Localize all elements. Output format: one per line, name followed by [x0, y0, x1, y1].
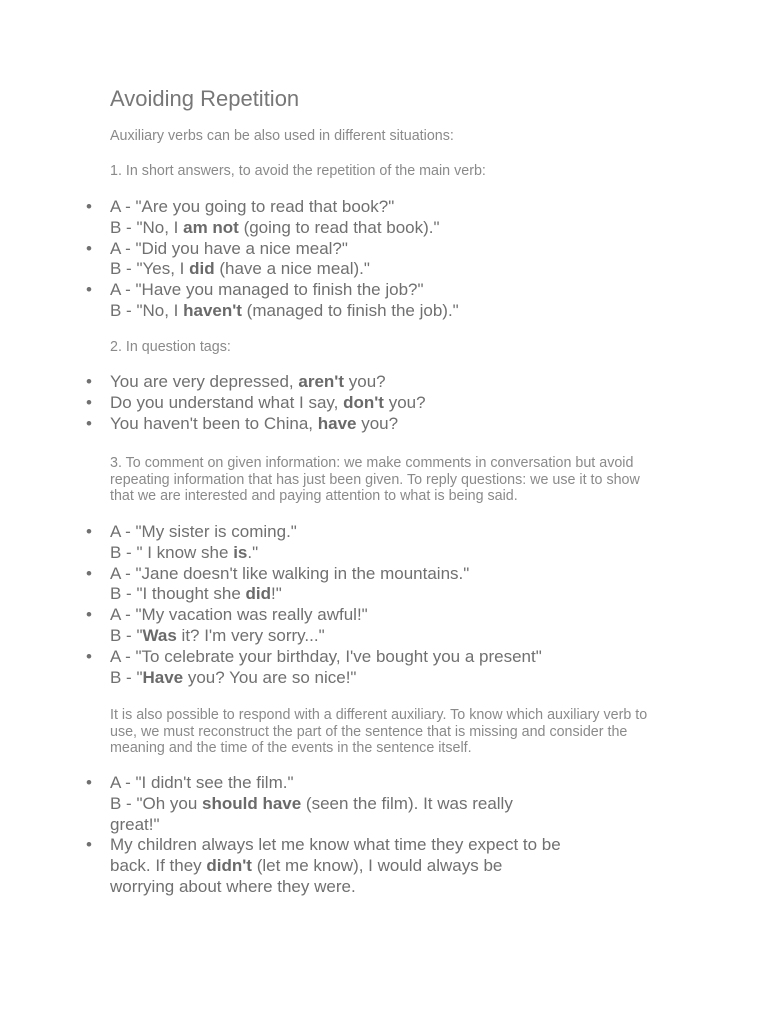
list-item: [64, 605, 542, 647]
emphasized-auxiliary: did: [245, 584, 272, 604]
list-item-line: [110, 372, 426, 393]
list-item: [64, 414, 426, 435]
list-item-line: [110, 584, 542, 605]
list-item-line: [110, 626, 542, 647]
list-item-line: [110, 259, 459, 280]
list-item-line: [110, 218, 459, 239]
emphasized-auxiliary: did: [189, 259, 215, 279]
list-item-line: [110, 815, 561, 836]
emphasized-auxiliary: haven't: [183, 300, 242, 320]
line-text: you? You are so nice!": [183, 667, 357, 687]
line-text: (managed to finish the job).": [241, 300, 459, 320]
list-item: [64, 393, 426, 414]
section-4-heading: It is also possible to respond with a different auxiliary. To know which auxiliary verb to use, we must reconstruct the part of the sentence that is missing and consider the meaning and the time of the events in the sentence itself.: [110, 707, 648, 756]
emphasized-auxiliary: am not: [183, 217, 239, 237]
emphasized-auxiliary: didn't: [206, 856, 252, 876]
line-text: worrying about where they were.: [110, 876, 356, 896]
line-text: !": [271, 584, 282, 604]
intro-text: Auxiliary verbs can be also used in different situations:: [110, 128, 454, 144]
line-text: .": [247, 542, 259, 562]
line-text: (have a nice meal).": [214, 259, 370, 279]
list-item-line: [110, 301, 459, 322]
list-item: [64, 647, 542, 689]
emphasized-auxiliary: is: [233, 542, 248, 562]
line-text: A - "Did you have a nice meal?": [110, 238, 348, 258]
section-2-list: [64, 372, 426, 434]
list-item: [64, 372, 426, 393]
emphasized-auxiliary: don't: [343, 392, 384, 412]
line-text: You haven't been to China,: [110, 413, 318, 433]
list-item-line: [110, 543, 542, 564]
line-text: B - "Oh you: [110, 793, 203, 813]
list-item-line: [110, 877, 561, 898]
list-item-line: [110, 773, 561, 794]
line-text: A - "I didn't see the film.": [110, 773, 294, 792]
list-item-line: [110, 668, 542, 689]
line-text: you?: [356, 413, 399, 433]
list-item-line: [110, 197, 459, 218]
line-text: My children always let me know what time they expect to be: [110, 835, 561, 855]
list-item-line: [110, 835, 561, 856]
list-item-line: [110, 393, 426, 414]
list-item: [64, 835, 561, 897]
emphasized-auxiliary: Was: [142, 625, 177, 645]
section-1-list: [64, 197, 459, 322]
list-item: [64, 564, 542, 606]
line-text: B - "Yes, I: [110, 259, 190, 279]
list-item-line: [110, 414, 426, 435]
emphasized-auxiliary: should have: [202, 793, 302, 813]
line-text: B - "I thought she: [110, 584, 246, 604]
line-text: Do you understand what I say,: [110, 392, 344, 412]
list-item-line: [110, 647, 542, 668]
list-item: [64, 773, 561, 835]
list-item-line: [110, 564, 542, 585]
emphasized-auxiliary: have: [317, 413, 357, 433]
line-text: B - "No, I: [110, 300, 184, 320]
section-2-heading: 2. In question tags:: [110, 339, 231, 355]
line-text: A - "Jane doesn't like walking in the mountains.": [110, 563, 470, 583]
line-text: A - "To celebrate your birthday, I've bought you a present": [110, 646, 542, 666]
list-item: [64, 280, 459, 322]
line-text: you?: [383, 392, 426, 412]
list-item-line: [110, 605, 542, 626]
list-item-line: [110, 794, 561, 815]
list-item: [64, 239, 459, 281]
line-text: A - "My vacation was really awful!": [110, 605, 368, 625]
line-text: back. If they: [110, 856, 207, 876]
list-item-line: [110, 856, 561, 877]
line-text: (going to read that book).": [238, 217, 440, 237]
line-text: (seen the film). It was really: [301, 793, 513, 813]
line-text: A - "My sister is coming.": [110, 522, 297, 541]
list-item: [64, 522, 542, 564]
line-text: B - ": [110, 625, 143, 645]
section-3-heading: 3. To comment on given information: we make comments in conversation but avoid repeating information that has just been given. To reply questions: we use it to show that we are interested and paying attention to what is being said.: [110, 455, 640, 504]
line-text: B - " I know she: [110, 542, 234, 562]
line-text: B - "No, I: [110, 217, 184, 237]
line-text: A - "Have you managed to finish the job?": [110, 280, 424, 300]
emphasized-auxiliary: aren't: [298, 372, 345, 391]
line-text: (let me know), I would always be: [251, 856, 503, 876]
line-text: A - "Are you going to read that book?": [110, 197, 395, 216]
line-text: it? I'm very sorry...": [176, 625, 325, 645]
line-text: great!": [110, 814, 160, 834]
list-item: [64, 197, 459, 239]
section-3-list: [64, 522, 542, 688]
section-1-heading: 1. In short answers, to avoid the repetition of the main verb:: [110, 163, 486, 179]
line-text: You are very depressed,: [110, 372, 299, 391]
list-item-line: [110, 522, 542, 543]
line-text: B - ": [110, 667, 143, 687]
list-item-line: [110, 280, 459, 301]
section-4-list: [64, 773, 561, 898]
line-text: you?: [344, 372, 386, 391]
page-title: Avoiding Repetition: [110, 86, 300, 111]
emphasized-auxiliary: Have: [142, 667, 184, 687]
list-item-line: [110, 239, 459, 260]
